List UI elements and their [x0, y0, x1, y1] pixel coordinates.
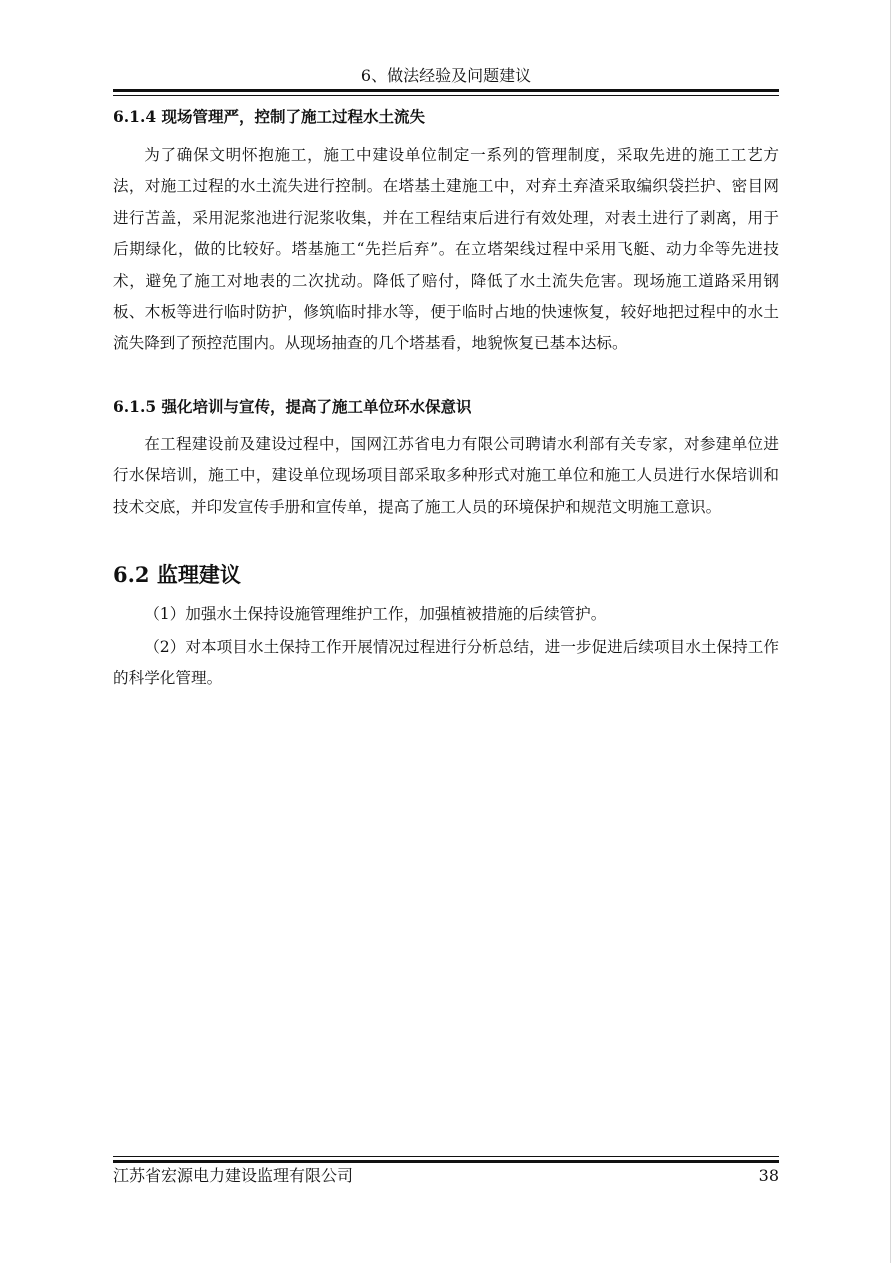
suggestion-item-2: （2）对本项目水土保持工作开展情况过程进行分析总结，进一步促进后续项目水土保持工作的科学化管理。	[113, 638, 779, 688]
header-rule-thick	[113, 89, 779, 92]
page-number: 38	[758, 1166, 779, 1185]
footer-rule-thin	[113, 1156, 779, 1157]
footer-rule-thick	[113, 1160, 779, 1163]
section-body-6-1-4: 为了确保文明怀抱施工，施工中建设单位制定一系列的管理制度，采取先进的施工工艺方法，对施工过程的水土流失进行控制。在塔基土建施工中，对弃土弃渣采取编织袋拦护、密目网进行苫盖，采用泥浆池进行泥浆收集，并在工程结束后进行有效处理，对表土进行了剥离，用于后期绿化，做的比较好。塔基施工“先拦后弃”。在立塔架线过程中采用飞艇、动力伞等先进技术，避免了施工对地表的二次扰动。降低了赔付，降低了水土流失危害。现场施工道路采用钢板、木板等进行临时防护，修筑临时排水等，便于临时占地的快速恢复，较好地把过程中的水土流失降到了预控范围内。从现场抽查的几个塔基看，地貌恢复已基本达标。	[113, 146, 779, 353]
section-heading-6-2: 6.2 监理建议	[113, 562, 241, 587]
section-heading-6-1-4: 6.1.4 现场管理严，控制了施工过程水土流失	[113, 107, 426, 126]
page-edge-line	[890, 0, 891, 1263]
footer-company-name: 江苏省宏源电力建设监理有限公司	[113, 1166, 354, 1185]
header-rule-thin	[113, 95, 779, 96]
running-header-title: 6、做法经验及问题建议	[360, 66, 532, 85]
suggestion-item-1: （1）加强水土保持设施管理维护工作，加强植被措施的后续管护。	[144, 605, 607, 623]
section-body-6-1-5: 在工程建设前及建设过程中，国网江苏省电力有限公司聘请水利部有关专家，对参建单位进行水保培训，施工中，建设单位现场项目部采取多种形式对施工单位和施工人员进行水保培训和技术交底，并印发宣传手册和宣传单，提高了施工人员的环境保护和规范文明施工意识。	[113, 435, 779, 516]
section-heading-6-1-5: 6.1.5 强化培训与宣传，提高了施工单位环水保意识	[113, 397, 472, 416]
